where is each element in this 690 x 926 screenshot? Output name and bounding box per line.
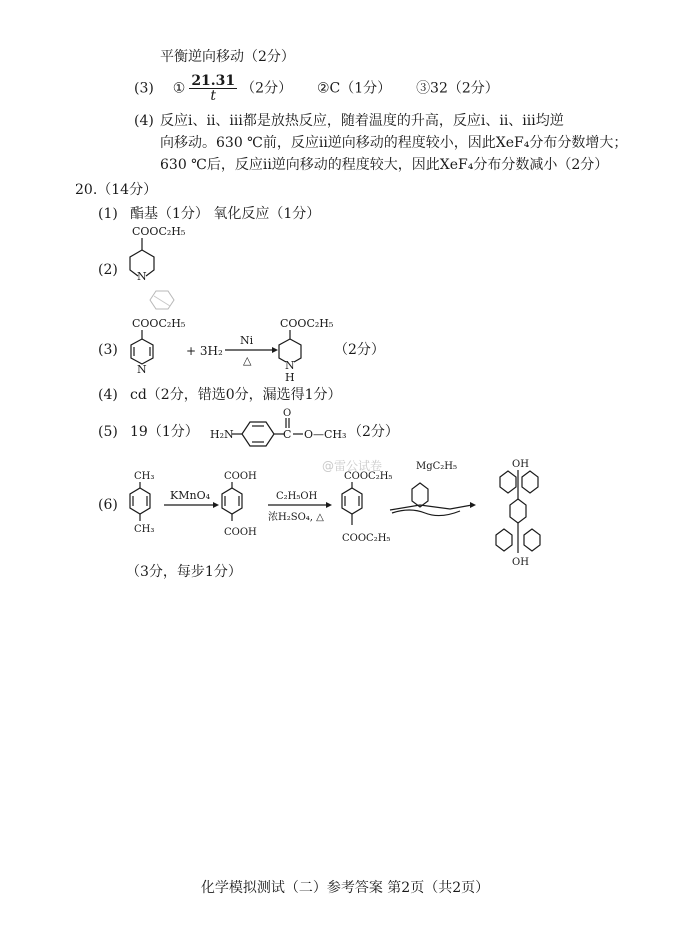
q19-part4-line2: 向移动。630 ℃前，反应ⅱ逆向移动的程度较小，因此XeF₄分布分数增大；	[160, 135, 628, 151]
grignard-reagent: MgC₂H₅	[416, 461, 458, 472]
q20-part1-label: (1)	[98, 206, 118, 222]
ethanol-label: C₂H₅OH	[276, 491, 318, 502]
hydroxyl-top: OH	[512, 459, 529, 470]
nitrogen-atom: N	[137, 270, 147, 283]
carbonyl-carbon: C	[283, 428, 292, 441]
q19-part3-label: (3)	[134, 80, 154, 97]
q20-part4-label: (4)	[98, 387, 118, 403]
nickel-catalyst: Ni	[240, 334, 254, 347]
methyl-top: CH₃	[134, 471, 155, 482]
ester-top: COOC₂H₅	[344, 471, 393, 482]
q20-part5-text: 19（1分）	[130, 424, 199, 440]
q20-part3-label: (3)	[98, 342, 118, 358]
right-nitrogen: N	[285, 359, 295, 372]
page-footer: 化学模拟测试（二）参考答案 第2页（共2页）	[200, 880, 490, 896]
hydroxyl-bottom: OH	[512, 557, 529, 568]
q20-part2-label: (2)	[98, 262, 118, 278]
right-ester-group: COOC₂H₅	[280, 317, 334, 330]
q20-part6-score: （3分，每步1分）	[126, 564, 242, 580]
faint-sketch-mark	[144, 288, 178, 312]
q20-part2-structure	[120, 222, 200, 282]
left-nitrogen: N	[137, 363, 147, 376]
carboxyl-bottom: COOH	[224, 527, 257, 538]
acid-catalyst-label: 浓H₂SO₄, △	[268, 512, 324, 523]
q20-part5-label: (5)	[98, 424, 118, 440]
carboxyl-top: COOH	[224, 471, 257, 482]
heat-symbol: △	[243, 354, 252, 367]
q19-balance-line: 平衡逆向移动（2分）	[160, 49, 295, 65]
watermark: @雷公试卷	[322, 459, 383, 473]
left-ester-group: COOC₂H₅	[132, 317, 186, 330]
fraction	[189, 74, 237, 103]
amino-group: H₂N	[210, 428, 234, 441]
q20-part3-score: （2分）	[334, 342, 385, 358]
hydrogen-reactant: + 3H₂	[186, 344, 223, 358]
right-hydrogen: H	[285, 371, 295, 384]
q19-part4-label: (4)	[134, 113, 154, 129]
fraction-denominator: t	[210, 88, 217, 104]
fraction-numerator: 21.31	[191, 73, 236, 89]
q20-part6-label: (6)	[98, 497, 118, 513]
q19-part3-answer2: ②C（1分）	[316, 80, 392, 97]
methyl-bottom: CH₃	[134, 524, 155, 535]
oxidant-label: KMnO₄	[170, 489, 210, 502]
q20-heading: 20.（14分）	[75, 182, 158, 198]
q19-part3	[134, 74, 499, 103]
q20-part5-structure	[210, 408, 370, 448]
ester-group-label: COOC₂H₅	[132, 225, 186, 238]
q20-part1-text: 酯基（1分） 氧化反应（1分）	[130, 206, 321, 222]
q20-part5-score: （2分）	[348, 424, 399, 440]
methoxy-group: O—CH₃	[304, 428, 347, 441]
q19-part3-circle1: ①	[172, 80, 186, 97]
ester-bottom: COOC₂H₅	[342, 533, 391, 544]
q20-part6-synthesis	[120, 455, 570, 575]
q19-part4-line1: 反应ⅰ、ⅱ、ⅲ都是放热反应，随着温度的升高，反应ⅰ、ⅱ、ⅲ均逆	[160, 113, 564, 129]
q19-part3-answer3: ③32（2分）	[416, 80, 499, 97]
q20-part4-text: cd（2分，错选0分，漏选得1分）	[130, 387, 342, 403]
q19-part4-line3: 630 ℃后，反应ⅱ逆向移动的程度较大，因此XeF₄分布分数减小（2分）	[160, 157, 609, 173]
carbonyl-oxygen: O	[283, 408, 292, 419]
q19-part3-score1: （2分）	[241, 80, 293, 97]
